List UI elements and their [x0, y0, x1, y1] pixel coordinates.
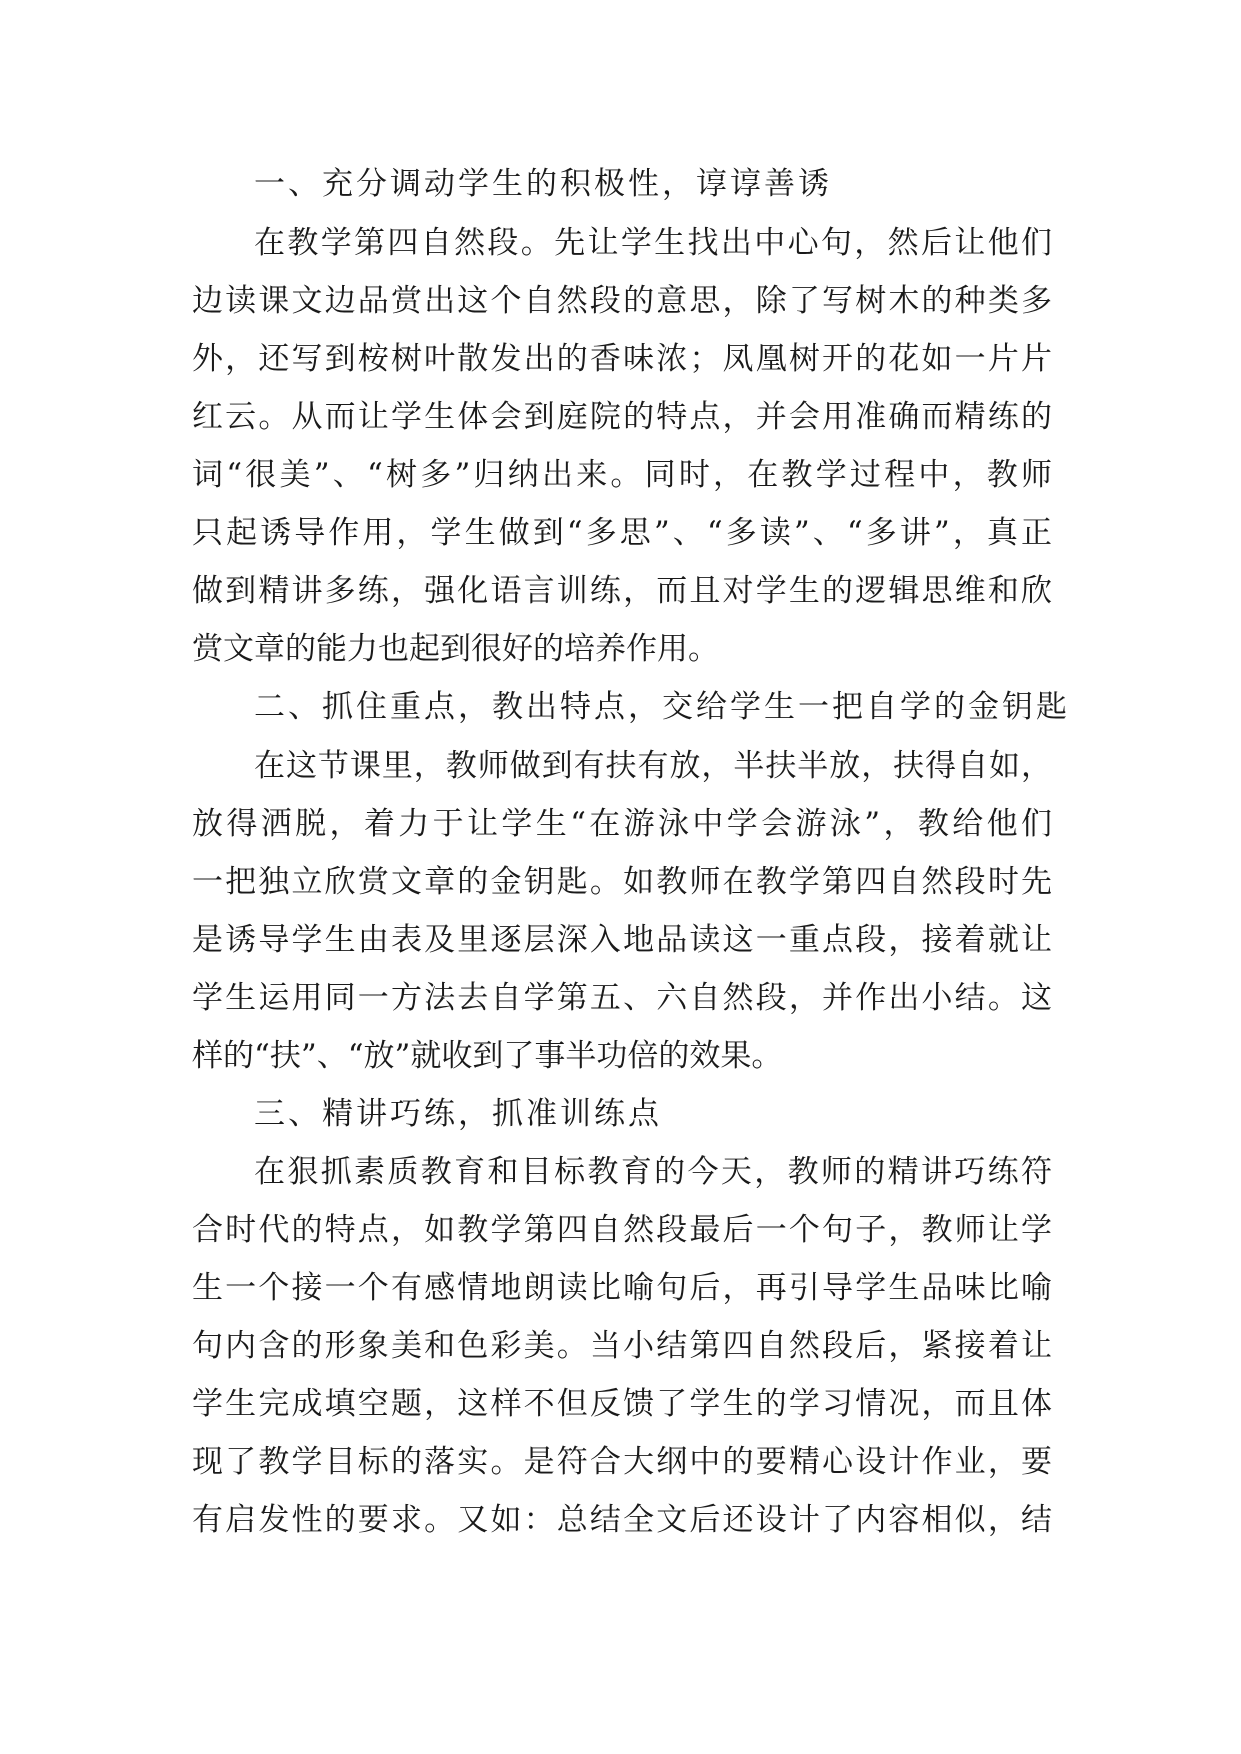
paragraph-line: 外，还写到桉树叶散发出的香味浓；凤凰树开的花如一片片: [192, 341, 1052, 377]
paragraph-line: 边读课文边品赏出这个自然段的意思，除了写树木的种类多: [192, 283, 1052, 319]
paragraph-line: 赏文章的能力也起到很好的培养作用。: [192, 631, 719, 667]
paragraph-line: 现了教学目标的落实。是符合大纲中的要精心设计作业，要: [192, 1444, 1052, 1480]
paragraph-line: 做到精讲多练，强化语言训练，而且对学生的逻辑思维和欣: [192, 573, 1052, 609]
paragraph-line: 一把独立欣赏文章的金钥匙。如教师在教学第四自然段时先: [192, 864, 1052, 900]
paragraph-line: 在狠抓素质教育和目标教育的今天，教师的精讲巧练符: [254, 1154, 1052, 1190]
paragraph-line: 词“很美”、“树多”归纳出来。同时，在教学过程中，教师: [192, 457, 1052, 493]
paragraph-line: 样的“扶”、“放”就收到了事半功倍的效果。: [192, 1038, 783, 1074]
paragraph-line: 学生运用同一方法去自学第五、六自然段，并作出小结。这: [192, 980, 1052, 1016]
paragraph-line: 生一个接一个有感情地朗读比喻句后，再引导学生品味比喻: [192, 1270, 1052, 1306]
paragraph-line: 红云。从而让学生体会到庭院的特点，并会用准确而精练的: [192, 399, 1052, 435]
paragraph-line: 合时代的特点，如教学第四自然段最后一个句子，教师让学: [192, 1212, 1052, 1248]
paragraph-line: 有启发性的要求。又如：总结全文后还设计了内容相似，结: [192, 1502, 1052, 1538]
section-heading-3: 三、精讲巧练，抓准训练点: [254, 1096, 662, 1132]
paragraph-line: 句内含的形象美和色彩美。当小结第四自然段后，紧接着让: [192, 1328, 1052, 1364]
paragraph-line: 在教学第四自然段。先让学生找出中心句，然后让他们: [254, 225, 1052, 261]
section-heading-1: 一、充分调动学生的积极性，谆谆善诱: [254, 166, 832, 202]
paragraph-line: 在这节课里，教师做到有扶有放，半扶半放，扶得自如，: [254, 748, 1052, 784]
paragraph-line: 只起诱导作用，学生做到“多思”、“多读”、“多讲”，真正: [192, 515, 1052, 551]
paragraph-line: 是诱导学生由表及里逐层深入地品读这一重点段，接着就让: [192, 922, 1052, 958]
paragraph-line: 放得洒脱，着力于让学生“在游泳中学会游泳”，教给他们: [192, 806, 1052, 842]
section-heading-2: 二、抓住重点，教出特点，交给学生一把自学的金钥匙: [254, 689, 1070, 725]
paragraph-line: 学生完成填空题，这样不但反馈了学生的学习情况，而且体: [192, 1386, 1052, 1422]
